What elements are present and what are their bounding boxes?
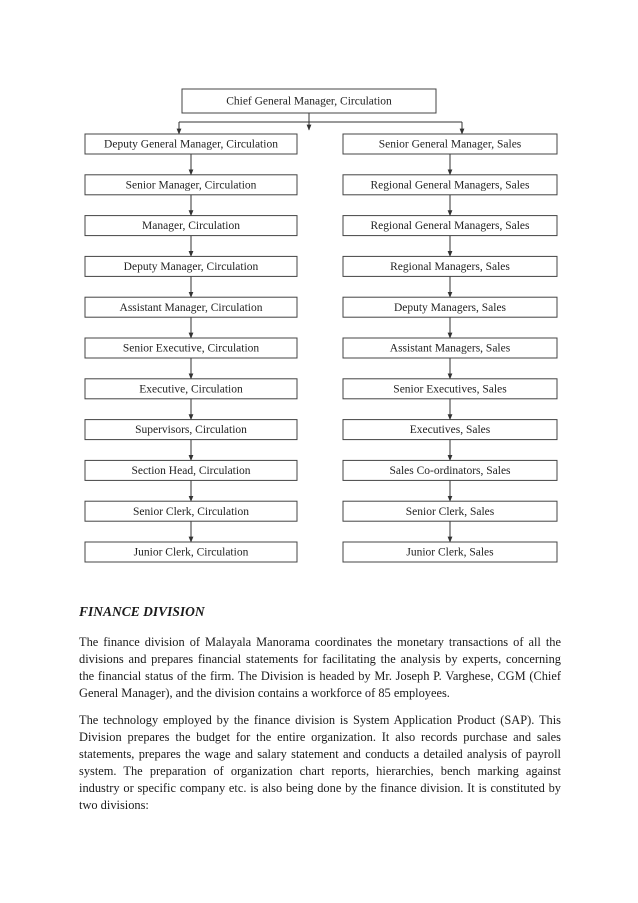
left-node-6-label: Executive, Circulation [139,383,243,396]
chart-boxes [85,89,557,562]
right-node-1-label: Regional General Managers, Sales [370,179,530,192]
left-node-3-label: Deputy Manager, Circulation [123,261,259,274]
left-node-7-label: Supervisors, Circulation [135,424,247,437]
left-node-5-label: Senior Executive, Circulation [122,342,260,355]
right-node-7-label: Executives, Sales [409,424,491,437]
right-node-10-label: Junior Clerk, Sales [406,546,494,559]
left-node-9-label: Senior Clerk, Circulation [133,505,249,518]
left-node-8-label: Section Head, Circulation [131,465,251,478]
right-node-9-label: Senior Clerk, Sales [405,505,495,518]
right-node-4-label: Deputy Managers, Sales [393,301,507,314]
right-node-8-label: Sales Co-ordinators, Sales [389,465,511,478]
paragraph-2: The technology employed by the finance division is System Application Product (SAP). This Division prepares the budget for the entire organization. It also records purchase and sales statements, prepares the wage and salary statement and conducts a detailed analysis of payroll system. The preparation of organization chart reports, hierarchies, bench marking against industry or specific company etc. is also being done by the finance division. It is constituted by two divisions: [79,713,561,812]
left-node-10-label: Junior Clerk, Circulation [133,546,249,559]
right-node-3-label: Regional Managers, Sales [390,261,510,274]
top-node-label: Chief General Manager, Circulation [226,95,392,108]
section-title: FINANCE DIVISION [79,604,205,619]
left-node-1-label: Senior Manager, Circulation [125,179,257,192]
left-node-4-label: Assistant Manager, Circulation [119,301,263,314]
left-node-2-label: Manager, Circulation [142,220,240,233]
paragraph-1: The finance division of Malayala Manorama coordinates the monetary transactions of all the divisions and prepares financial statements for facilitating the analysis by experts, concerning the financial status of the firm. The Division is headed by Mr. Joseph P. Varghese, CGM (Chief General Manager), and the division contains a workforce of 85 employees. [79,635,561,700]
left-node-0-label: Deputy General Manager, Circulation [104,138,278,151]
right-node-6-label: Senior Executives, Sales [393,383,507,396]
right-node-0-label: Senior General Manager, Sales [378,138,522,151]
right-node-5-label: Assistant Managers, Sales [389,342,511,355]
right-node-2-label: Regional General Managers, Sales [370,220,530,233]
